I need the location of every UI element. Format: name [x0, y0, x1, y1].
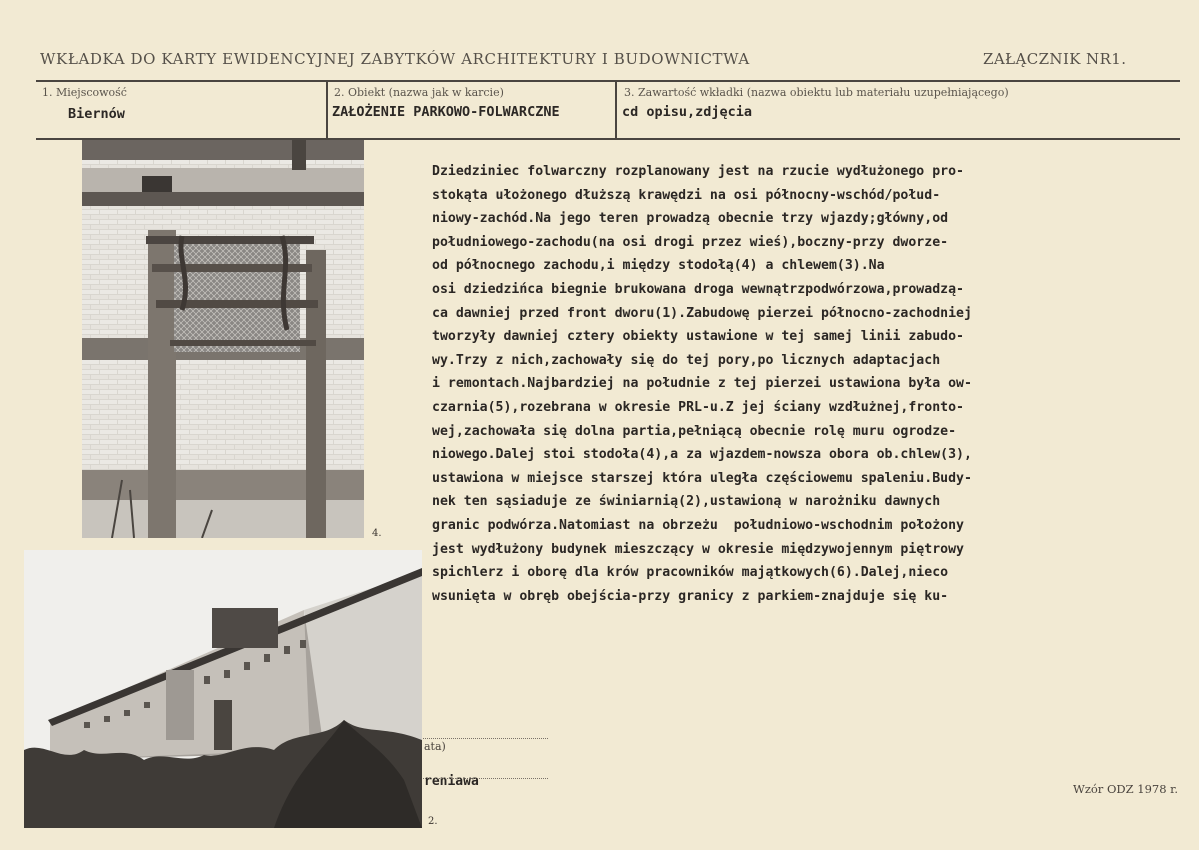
- description-line: stokąta ułożonego dłuższą krawędzi na osi północny-wschód/połud-: [432, 187, 941, 203]
- photo-timber-wall-window: [82, 140, 364, 538]
- description-line: południowego-zachodu(na osi drogi przez wieś),boczny-przy dworze-: [432, 234, 949, 250]
- description-line: od północnego zachodu,i między stodołą(4) a chlewem(3).Na: [432, 258, 885, 274]
- description-line: wej,zachowała się dolna partia,pełniącą obecnie rolę muru ogrodze-: [432, 423, 957, 439]
- description-line: wy.Trzy z nich,zachowały się do tej pory,po licznych adaptacjach: [432, 352, 941, 368]
- description-line: i remontach.Najbardziej na południe z tej pierzei ustawiona była ow-: [432, 376, 972, 392]
- description-line: Dziedziniec folwarczny rozplanowany jest na rzucie wydłużonego pro-: [432, 164, 964, 179]
- description-line: niowy-zachód.Na jego teren prowadzą obecnie trzy wjazdy;główny,od: [432, 211, 949, 227]
- description-line: spichlerz i oborę dla krów pracowników majątkowych(6).Dalej,nieco: [432, 565, 949, 581]
- description-line: ustawiona w miejsce starszej która uległa częściowemu spaleniu.Budy-: [432, 470, 972, 486]
- field-separator-1: [326, 82, 328, 138]
- date-dotted-line: [420, 738, 548, 739]
- form-template-code: Wzór ODZ 1978 r.: [1073, 782, 1179, 796]
- date-field-fragment: ata): [424, 740, 446, 753]
- description-line: ca dawniej przed front dworu(1).Zabudowę pierzei północno-zachodniej: [432, 305, 972, 321]
- description-line: czarnia(5),rozebrana w okresie PRL-u.Z jej ściany wzdłużnej,fronto-: [432, 399, 964, 415]
- contents-label: 3. Zawartość wkładki (nazwa obiektu lub materiału uzupełniającego): [624, 86, 1009, 99]
- description-text: [432, 160, 1172, 608]
- locality-value: Biernów: [68, 106, 125, 122]
- description-line: nek ten sąsiaduje ze świniarnią(2),ustawioną w narożniku dawnych: [432, 494, 941, 510]
- description-line: jest wydłużony budynek mieszczący w okresie międzywojennym piętrowy: [432, 541, 964, 557]
- header-rule-top: [36, 80, 1180, 82]
- annex-number: ZAŁĄCZNIK NR1.: [983, 50, 1127, 68]
- author-dotted-line: [420, 778, 548, 779]
- author-field-fragment: reniawa: [424, 774, 479, 789]
- contents-value: cd opisu,zdjęcia: [622, 104, 753, 120]
- description-line: tworzyły dawniej cztery obiekty ustawione w tej samej linii zabudo-: [432, 329, 964, 345]
- field-separator-2: [615, 82, 617, 138]
- photo-number-2: 2.: [428, 816, 438, 827]
- object-value: ZAŁOŻENIE PARKOWO-FOLWARCZNE: [332, 104, 560, 120]
- photo-number-4: 4.: [372, 528, 382, 539]
- object-label: 2. Obiekt (nazwa jak w karcie): [334, 86, 504, 99]
- description-line: osi dziedzińca biegnie brukowana droga wewnątrzpodwórzowa,prowadzą-: [432, 281, 964, 297]
- description-line: niowego.Dalej stoi stodoła(4),a za wjazdem-nowsza obora ob.chlew(3),: [432, 447, 972, 463]
- description-line: granic podwórza.Natomiast na obrzeżu południowo-wschodnim położony: [432, 517, 964, 533]
- photo-long-farm-building: [24, 550, 422, 828]
- locality-label: 1. Miejscowość: [42, 86, 127, 99]
- form-title: WKŁADKA DO KARTY EWIDENCYJNEJ ZABYTKÓW ARCHITEKTURY I BUDOWNICTWA: [40, 50, 750, 68]
- description-line: wsunięta w obręb obejścia-przy granicy z parkiem-znajduje się ku-: [432, 588, 949, 604]
